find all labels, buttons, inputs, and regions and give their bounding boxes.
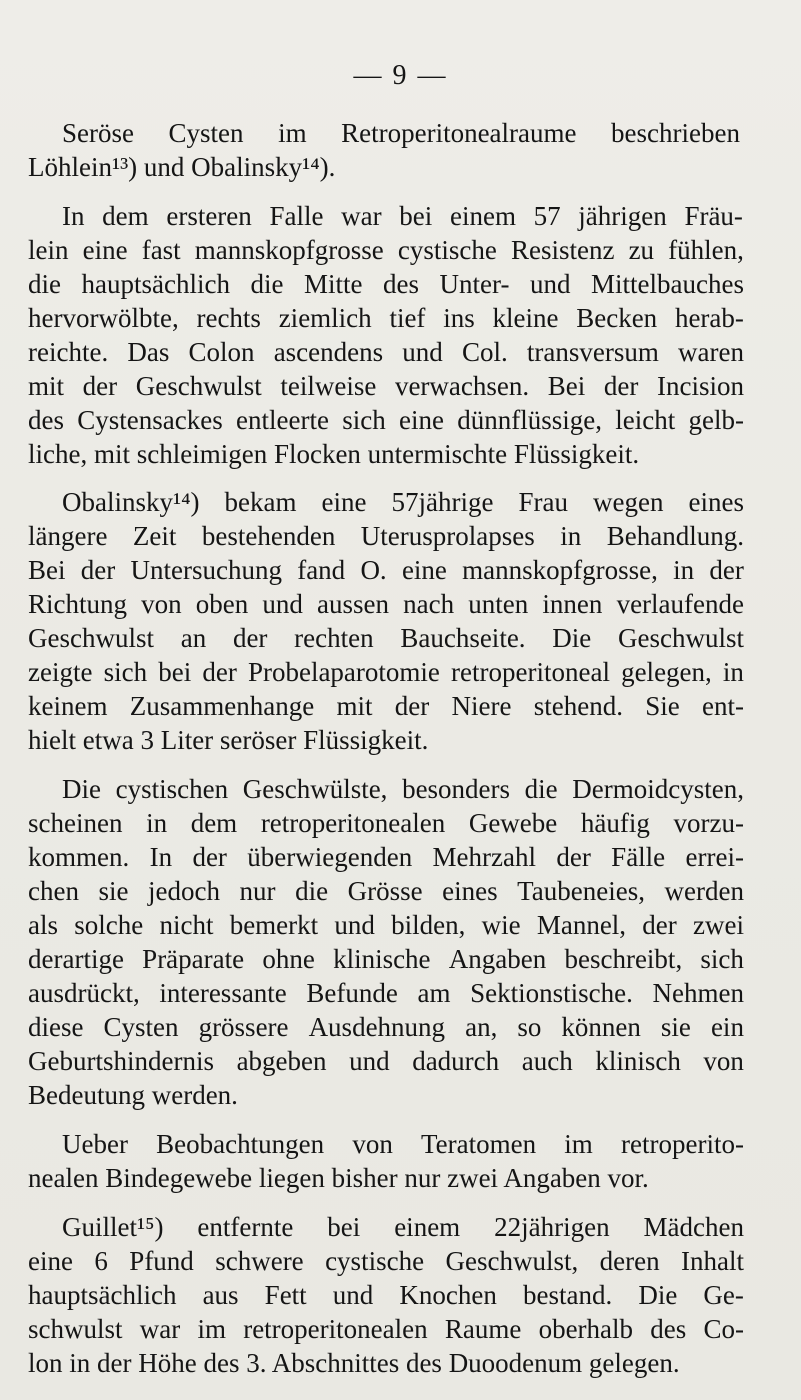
word: reichte. <box>28 337 109 367</box>
text-line <box>28 1161 744 1196</box>
word: die <box>524 774 558 804</box>
word: sich <box>342 405 386 435</box>
word: Cystensackes <box>77 405 223 435</box>
word: des <box>383 269 420 299</box>
word: Geschwulst, <box>445 1246 579 1276</box>
word: Unter- <box>439 269 510 299</box>
word: Befunde <box>306 978 398 1008</box>
text-line <box>28 723 744 758</box>
text-line-content: lon in der Höhe des 3. Abschnittes des Duoodenum gelegen. <box>28 1348 680 1378</box>
text-line <box>28 267 744 302</box>
word: ascendens <box>273 337 384 367</box>
word: 57jährige <box>391 487 494 517</box>
word: besonders <box>402 774 511 804</box>
word: rechten <box>294 623 374 653</box>
word: scheinen <box>28 808 123 838</box>
word: oben <box>195 589 249 619</box>
word: lein <box>28 235 69 265</box>
word: Fett <box>264 1280 307 1310</box>
word: Die <box>62 774 101 804</box>
text-line-content: liche, mit schleimigen Flocken untermischte Flüssigkeit. <box>28 439 640 469</box>
word: unten <box>468 589 529 619</box>
word: und <box>262 589 303 619</box>
word: können <box>561 1012 641 1042</box>
word: beschreibt, <box>564 944 683 974</box>
text-line <box>28 908 744 943</box>
word: cystische <box>325 1246 425 1276</box>
word: eines <box>442 876 498 906</box>
word: fand <box>297 555 346 585</box>
word: Ausdehnung <box>308 1012 446 1042</box>
word: Die <box>552 623 592 653</box>
word: bei <box>327 1212 361 1242</box>
word: dem <box>102 201 149 231</box>
word: des <box>650 1314 687 1344</box>
word: Bei <box>547 371 586 401</box>
word: cystische <box>397 235 497 265</box>
word: Mehrzahl <box>432 842 536 872</box>
word: Falle <box>269 201 324 231</box>
word: Obalinsky¹⁴) <box>62 487 200 517</box>
text-line <box>28 233 744 268</box>
word: Mädchen <box>643 1212 744 1242</box>
word: sich <box>103 657 148 687</box>
word: in <box>722 657 744 687</box>
word: im <box>197 1314 226 1344</box>
text-line <box>62 116 740 151</box>
word: Bei <box>28 555 66 585</box>
word: beschrieben <box>611 118 740 148</box>
word: zeigte <box>28 657 93 687</box>
word: einem <box>449 201 516 231</box>
word: verwachsen. <box>394 371 530 401</box>
word: Knochen <box>399 1280 497 1310</box>
word: dünnflüssige, <box>457 405 602 435</box>
word: Richtung <box>28 589 127 619</box>
word: werden <box>664 876 744 906</box>
text-line <box>28 437 744 472</box>
word: Taubeneies, <box>517 876 645 906</box>
word: zu <box>628 235 655 265</box>
word: verlaufende <box>616 589 744 619</box>
word: der <box>80 555 116 585</box>
text-line <box>28 301 744 336</box>
word: auch <box>521 1046 573 1076</box>
word: schwulst <box>28 1314 123 1344</box>
word: Cysten <box>103 1012 179 1042</box>
word: retroperitonealen <box>243 1314 428 1344</box>
word: teilweise <box>280 371 377 401</box>
text-line <box>28 1312 744 1347</box>
word: aus <box>202 1280 239 1310</box>
word: im <box>564 1129 593 1159</box>
text-line-content: Löhlein¹³) und Obalinsky¹⁴). <box>28 152 336 182</box>
word: sie <box>98 876 129 906</box>
word: Untersuchung <box>130 555 282 585</box>
text-line <box>28 874 744 909</box>
word: 6 <box>94 1246 108 1276</box>
word: cystischen <box>115 774 229 804</box>
word: sie <box>660 1012 691 1042</box>
word: ziemlich <box>278 303 372 333</box>
word: grössere <box>198 1012 289 1042</box>
text-line <box>28 369 744 404</box>
word: bemerkt <box>229 910 319 940</box>
word: Beobachtungen <box>156 1129 325 1159</box>
text-line <box>28 1044 744 1079</box>
text-line-content: Bedeutung werden. <box>28 1080 238 1110</box>
word: dadurch <box>412 1046 500 1076</box>
word: bei <box>399 201 433 231</box>
text-line <box>62 772 744 807</box>
word: 22jährigen <box>494 1212 610 1242</box>
word: an, <box>465 1012 498 1042</box>
word: der <box>82 371 118 401</box>
word: retroperito- <box>621 1129 744 1159</box>
word: war <box>139 1314 181 1344</box>
word: diese <box>28 1012 84 1042</box>
word: Grösse <box>347 876 423 906</box>
word: schwere <box>215 1246 304 1276</box>
word: der <box>709 555 744 585</box>
word: nur <box>239 876 276 906</box>
page-number: — 9 — <box>353 60 448 91</box>
word: tief <box>389 303 426 333</box>
word: ein <box>710 1012 744 1042</box>
word: Ge- <box>703 1280 744 1310</box>
word: der <box>232 623 268 653</box>
word: jährigen <box>578 201 667 231</box>
word: rechts <box>196 303 261 333</box>
word: Geburtshindernis <box>28 1046 214 1076</box>
word: ersteren <box>166 201 252 231</box>
word: klinisch <box>595 1046 681 1076</box>
text-line <box>28 1244 744 1279</box>
word: chen <box>28 876 79 906</box>
word: eines <box>688 487 744 517</box>
text-line <box>28 150 740 185</box>
word: Geschwulst <box>618 623 744 653</box>
word: Gewebe <box>468 808 558 838</box>
word: Dermoidcysten, <box>572 774 744 804</box>
text-line-content: nealen Bindegewebe liegen bisher nur zwei Angaben vor. <box>28 1163 649 1193</box>
word: der <box>642 910 677 940</box>
word: überwiegenden <box>247 842 413 872</box>
text-line <box>28 519 744 554</box>
word: Mitte <box>304 269 363 299</box>
word: Niere <box>451 691 512 721</box>
text-line <box>28 689 744 724</box>
text-line <box>28 806 744 841</box>
word: oberhalb <box>538 1314 634 1344</box>
word: so <box>517 1012 542 1042</box>
word: Colon <box>188 337 255 367</box>
word: und <box>332 1280 374 1310</box>
text-line <box>28 976 744 1011</box>
word: Raume <box>444 1314 522 1344</box>
word: hervorwölbte, <box>28 303 179 333</box>
text-line <box>62 1210 744 1245</box>
word: von <box>703 1046 744 1076</box>
word: interessante <box>159 978 287 1008</box>
word: eine <box>82 235 128 265</box>
word: entfernte <box>197 1212 294 1242</box>
text-line <box>28 1010 744 1045</box>
word: ohne <box>262 944 315 974</box>
text-line <box>28 621 744 656</box>
word: am <box>417 978 451 1008</box>
word: Col. <box>461 337 508 367</box>
word: Die <box>638 1280 678 1310</box>
word: von <box>141 589 182 619</box>
word: in <box>673 555 695 585</box>
word: die <box>295 876 329 906</box>
word: gelegen, <box>621 657 712 687</box>
word: Sie <box>645 691 680 721</box>
word: Geschwülste, <box>242 774 388 804</box>
word: O. <box>360 555 387 585</box>
word: einem <box>394 1212 461 1242</box>
word: eine <box>28 1246 73 1276</box>
word: Resistenz <box>510 235 615 265</box>
text-line <box>28 942 744 977</box>
word: keinem <box>28 691 108 721</box>
word: Retroperitonealraume <box>341 118 577 148</box>
word: an <box>180 623 207 653</box>
word: waren <box>678 337 744 367</box>
word: fühlen, <box>668 235 744 265</box>
word: mit <box>28 371 65 401</box>
word: eine <box>398 405 444 435</box>
word: innen <box>542 589 603 619</box>
word: in <box>146 808 168 838</box>
word: jedoch <box>148 876 221 906</box>
word: eine <box>321 487 367 517</box>
word: hauptsächlich <box>81 269 230 299</box>
word: sich <box>700 944 744 974</box>
word: und <box>529 269 571 299</box>
word: Ueber <box>62 1129 128 1159</box>
word: der <box>603 371 639 401</box>
word: Guillet¹⁵) <box>62 1212 164 1242</box>
word: die <box>250 269 284 299</box>
text-line <box>28 335 744 370</box>
word: Sektionstische. <box>470 978 633 1008</box>
word: mit <box>336 691 373 721</box>
word: mannskopfgrosse, <box>462 555 658 585</box>
word: ent- <box>702 691 744 721</box>
word: Uterusprolapses <box>360 521 535 551</box>
word: Mittelbauches <box>591 269 744 299</box>
word: entleerte <box>236 405 329 435</box>
word: Präparate <box>142 944 245 974</box>
word: bekam <box>224 487 297 517</box>
word: klinische <box>333 944 431 974</box>
word: Inhalt <box>680 1246 744 1276</box>
word: leicht <box>615 405 676 435</box>
word: Cysten <box>168 118 244 148</box>
word: 57 <box>533 201 561 231</box>
word: Bauchseite. <box>400 623 526 653</box>
word: ins <box>443 303 475 333</box>
word: eine <box>401 555 447 585</box>
word: kleine <box>492 303 559 333</box>
word: transversum <box>526 337 659 367</box>
word: zwei <box>693 910 744 940</box>
text-line-content: hielt etwa 3 Liter seröser Flüssigkeit. <box>28 725 429 755</box>
word: stehend. <box>533 691 623 721</box>
word: wegen <box>593 487 664 517</box>
word: und <box>334 910 375 940</box>
word: vorzu- <box>673 808 744 838</box>
word: hauptsächlich <box>28 1280 177 1310</box>
word: kommen. <box>28 842 130 872</box>
word: Mannel, <box>536 910 627 940</box>
word: Fräu- <box>684 201 743 231</box>
word: gelb- <box>688 405 744 435</box>
word: errei- <box>685 842 744 872</box>
word: Teratomen <box>421 1129 537 1159</box>
word: Co- <box>703 1314 744 1344</box>
word: dem <box>190 808 238 838</box>
word: des <box>28 405 64 435</box>
word: Seröse <box>62 118 134 148</box>
word: der <box>556 842 591 872</box>
text-line <box>62 199 743 234</box>
word: der <box>202 657 237 687</box>
word: In <box>149 842 173 872</box>
word: solche <box>74 910 144 940</box>
text-line <box>28 553 744 588</box>
text-line <box>28 587 744 622</box>
word: derartige <box>28 944 124 974</box>
word: Geschwulst <box>28 623 154 653</box>
word: längere <box>28 521 108 551</box>
word: Zusammenhange <box>129 691 315 721</box>
text-line <box>28 840 744 875</box>
word: Frau <box>518 487 568 517</box>
word: Probelaparotomie <box>247 657 440 687</box>
word: in <box>560 521 582 551</box>
word: war <box>341 201 382 231</box>
word: ausdrückt, <box>28 978 140 1008</box>
word: aussen <box>317 589 390 619</box>
word: herab- <box>674 303 744 333</box>
word: und <box>349 1046 390 1076</box>
word: nach <box>403 589 455 619</box>
word: Das <box>127 337 170 367</box>
text-line <box>62 485 744 520</box>
word: als <box>28 910 58 940</box>
word: abgeben <box>236 1046 327 1076</box>
word: mannskopfgrosse <box>194 235 384 265</box>
word: nicht <box>159 910 214 940</box>
word: deren <box>599 1246 660 1276</box>
word: der <box>192 842 227 872</box>
word: der <box>394 691 430 721</box>
word: Angaben <box>448 944 547 974</box>
text-line <box>28 1078 744 1113</box>
word: Incision <box>657 371 744 401</box>
word: bestand. <box>522 1280 613 1310</box>
word: Zeit <box>132 521 177 551</box>
word: Geschwulst <box>135 371 262 401</box>
word: Fälle <box>611 842 666 872</box>
word: und <box>402 337 443 367</box>
text-line <box>62 1127 744 1162</box>
word: Pfund <box>129 1246 194 1276</box>
word: Nehmen <box>652 978 744 1008</box>
text-line <box>28 655 744 690</box>
text-line <box>28 1278 744 1313</box>
word: In <box>62 201 85 231</box>
word: die <box>28 269 61 299</box>
word: Behandlung. <box>606 521 744 551</box>
text-line <box>28 1346 744 1381</box>
word: wie <box>481 910 521 940</box>
word: bestehenden <box>201 521 336 551</box>
text-line <box>28 403 744 438</box>
word: von <box>352 1129 393 1159</box>
word: bilden, <box>391 910 466 940</box>
word: retroperitonealen <box>260 808 446 838</box>
word: häufig <box>580 808 650 838</box>
word: im <box>278 118 307 148</box>
word: bei <box>158 657 192 687</box>
word: Becken <box>576 303 658 333</box>
word: retroperitoneal <box>451 657 610 687</box>
word: fast <box>141 235 181 265</box>
